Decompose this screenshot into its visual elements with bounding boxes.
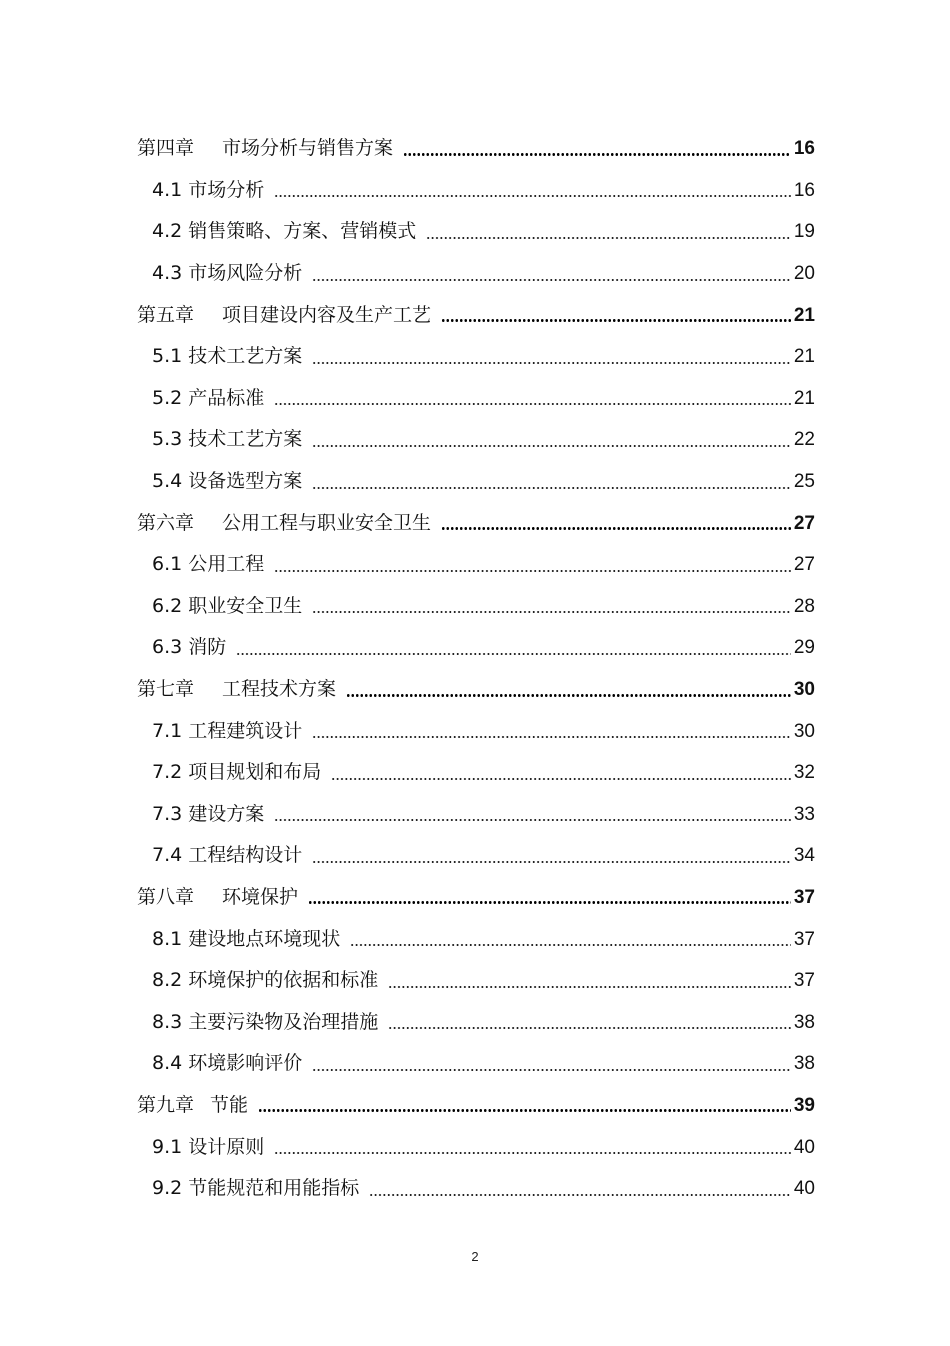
toc-page-number: 16 xyxy=(793,179,815,201)
toc-page-number: 40 xyxy=(793,1178,815,1200)
toc-entry-label: 销售策略、方案、营销模式 xyxy=(188,220,417,243)
toc-page-number: 39 xyxy=(793,1094,815,1116)
toc-entry-label: 环境影响评价 xyxy=(188,1052,303,1075)
toc-page-number: 34 xyxy=(793,845,815,867)
toc-section-row xyxy=(0,835,815,877)
toc-page-number: 21 xyxy=(793,304,815,326)
dot-leader xyxy=(236,653,791,655)
dot-leader xyxy=(369,1194,791,1196)
toc-section-row xyxy=(0,170,815,212)
toc-page-number: 37 xyxy=(793,970,815,992)
toc-page-number: 38 xyxy=(793,1011,815,1033)
toc-entry-number: 第九章 xyxy=(137,1093,195,1116)
toc-entry-label: 主要污染物及治理措施 xyxy=(188,1010,379,1033)
toc-entry-label: 环境保护 xyxy=(222,885,299,908)
toc-entry-label: 建设地点环境现状 xyxy=(188,927,341,950)
toc-entry-number: 7.1 xyxy=(152,719,183,742)
toc-section-row xyxy=(0,1001,815,1043)
toc-page-number: 37 xyxy=(793,928,815,950)
toc-entry-number: 6.1 xyxy=(152,553,183,576)
toc-entry-title xyxy=(137,139,403,158)
dot-leader xyxy=(312,362,791,364)
toc-entry-number: 8.3 xyxy=(152,1010,183,1033)
toc-page-number: 30 xyxy=(793,720,815,742)
toc-section-row xyxy=(0,419,815,461)
toc-entry-title xyxy=(137,680,346,699)
toc-entry-number: 4.3 xyxy=(152,262,183,285)
dot-leader xyxy=(312,1069,791,1071)
toc-entry-title xyxy=(152,472,312,491)
toc-page-number: 29 xyxy=(793,637,815,659)
dot-leader xyxy=(426,237,791,239)
toc-entry-title xyxy=(152,555,274,574)
toc-entry-number: 7.3 xyxy=(152,802,183,825)
toc-page-number: 27 xyxy=(793,554,815,576)
toc-chapter-row xyxy=(0,877,815,919)
toc-page-number: 19 xyxy=(793,221,815,243)
toc-page-number: 33 xyxy=(793,803,815,825)
toc-page-number: 38 xyxy=(793,1053,815,1075)
dot-leader xyxy=(388,1027,791,1029)
toc-entry-label: 环境保护的依据和标准 xyxy=(188,969,379,992)
toc-section-row xyxy=(0,918,815,960)
dot-leader xyxy=(274,195,791,197)
toc-entry-label: 工程结构设计 xyxy=(188,844,303,867)
toc-chapter-row xyxy=(0,1085,815,1127)
toc-entry-title xyxy=(152,846,312,865)
toc-entry-title xyxy=(152,386,274,409)
toc-entry-label: 项目规划和布局 xyxy=(188,761,322,784)
dot-leader xyxy=(312,736,791,738)
toc-entry-label: 技术工艺方案 xyxy=(188,428,303,451)
dot-leader xyxy=(312,487,791,489)
dot-leader xyxy=(312,445,791,447)
dot-leader xyxy=(312,611,791,613)
toc-page-number: 20 xyxy=(793,263,815,285)
dot-leader xyxy=(274,403,791,405)
toc-entry-number: 4.1 xyxy=(152,178,183,201)
dot-leader xyxy=(403,153,791,156)
dot-leader xyxy=(258,1109,791,1112)
toc-entry-label: 市场风险分析 xyxy=(188,262,303,285)
toc-entry-number: 9.1 xyxy=(152,1135,183,1158)
toc-section-row xyxy=(0,1168,815,1210)
table-of-contents xyxy=(0,128,950,1209)
toc-entry-number: 6.3 xyxy=(152,636,183,659)
toc-page-number: 27 xyxy=(793,512,815,534)
toc-page-number: 21 xyxy=(793,346,815,368)
dot-leader xyxy=(441,319,791,322)
toc-page-number: 32 xyxy=(793,762,815,784)
toc-entry-label: 节能 xyxy=(210,1093,249,1116)
toc-entry-number: 5.2 xyxy=(152,386,183,409)
toc-entry-label: 建设方案 xyxy=(188,802,265,825)
dot-leader xyxy=(312,279,791,281)
toc-entry-title xyxy=(152,927,350,950)
toc-section-row xyxy=(0,461,815,503)
toc-section-row xyxy=(0,794,815,836)
toc-page-number: 37 xyxy=(793,886,815,908)
toc-section-row xyxy=(0,586,815,628)
toc-entry-title xyxy=(152,719,312,742)
toc-entry-label: 工程建筑设计 xyxy=(188,719,303,742)
toc-entry-number: 第五章 xyxy=(137,303,195,326)
toc-entry-label: 工程技术方案 xyxy=(222,678,337,701)
toc-entry-label: 节能规范和用能指标 xyxy=(188,1177,360,1200)
toc-entry-title xyxy=(152,347,312,366)
toc-entry-label: 产品标准 xyxy=(188,386,265,409)
toc-section-row xyxy=(0,253,815,295)
toc-entry-label: 消防 xyxy=(188,636,227,659)
dot-leader xyxy=(274,819,791,821)
toc-entry-title xyxy=(152,1135,274,1158)
dot-leader xyxy=(388,986,791,988)
toc-section-row xyxy=(0,710,815,752)
toc-entry-label: 职业安全卫生 xyxy=(188,594,303,617)
toc-page-number: 30 xyxy=(793,679,815,701)
toc-entry-label: 设计原则 xyxy=(188,1135,265,1158)
toc-section-row xyxy=(0,211,815,253)
toc-entry-number: 4.2 xyxy=(152,220,183,243)
toc-entry-title xyxy=(152,222,426,241)
toc-page-number: 21 xyxy=(793,387,815,409)
toc-entry-label: 设备选型方案 xyxy=(188,470,303,493)
dot-leader xyxy=(331,778,791,780)
toc-page-number: 22 xyxy=(793,429,815,451)
toc-entry-title xyxy=(152,763,331,782)
toc-entry-number: 5.4 xyxy=(152,470,183,493)
toc-entry-number: 8.4 xyxy=(152,1052,183,1075)
toc-section-row xyxy=(0,1043,815,1085)
toc-entry-title xyxy=(137,303,441,326)
toc-chapter-row xyxy=(0,294,815,336)
toc-entry-title xyxy=(152,178,274,201)
toc-entry-number: 7.4 xyxy=(152,844,183,867)
toc-entry-label: 公用工程与职业安全卫生 xyxy=(222,511,432,534)
toc-page-number: 25 xyxy=(793,471,815,493)
toc-entry-title xyxy=(152,638,236,657)
toc-entry-number: 5.3 xyxy=(152,428,183,451)
toc-entry-title xyxy=(137,511,441,534)
toc-entry-title xyxy=(137,1093,258,1116)
toc-section-row xyxy=(0,378,815,420)
toc-entry-number: 第八章 xyxy=(137,885,195,908)
toc-entry-number: 5.1 xyxy=(152,345,183,368)
toc-entry-title xyxy=(152,1054,312,1073)
dot-leader xyxy=(274,1152,791,1154)
toc-section-row xyxy=(0,1126,815,1168)
toc-page-number: 16 xyxy=(793,138,815,160)
toc-entry-title xyxy=(152,971,388,990)
toc-entry-number: 9.2 xyxy=(152,1177,183,1200)
toc-entry-number: 第六章 xyxy=(137,511,195,534)
dot-leader xyxy=(441,527,791,530)
dot-leader xyxy=(350,944,791,946)
toc-chapter-row xyxy=(0,128,815,170)
toc-entry-label: 市场分析与销售方案 xyxy=(222,137,394,160)
dot-leader xyxy=(312,861,791,863)
toc-entry-title xyxy=(152,430,312,449)
dot-leader xyxy=(274,570,791,572)
toc-entry-label: 技术工艺方案 xyxy=(188,345,303,368)
toc-entry-number: 6.2 xyxy=(152,594,183,617)
dot-leader xyxy=(308,901,791,904)
toc-section-row xyxy=(0,960,815,1002)
toc-entry-title xyxy=(152,1010,388,1033)
toc-section-row xyxy=(0,627,815,669)
toc-entry-number: 第七章 xyxy=(137,678,195,701)
toc-entry-title xyxy=(152,594,312,617)
toc-entry-label: 公用工程 xyxy=(188,553,265,576)
toc-entry-number: 8.1 xyxy=(152,927,183,950)
toc-chapter-row xyxy=(0,502,815,544)
toc-section-row xyxy=(0,544,815,586)
page-number: 2 xyxy=(471,1249,479,1264)
toc-entry-number: 8.2 xyxy=(152,969,183,992)
toc-entry-title xyxy=(152,802,274,825)
toc-entry-title xyxy=(152,264,312,283)
toc-entry-label: 项目建设内容及生产工艺 xyxy=(222,303,432,326)
toc-page-number: 28 xyxy=(793,595,815,617)
toc-entry-title xyxy=(152,1179,369,1198)
toc-entry-label: 市场分析 xyxy=(188,178,265,201)
toc-page-number: 40 xyxy=(793,1136,815,1158)
toc-entry-number: 7.2 xyxy=(152,761,183,784)
toc-chapter-row xyxy=(0,669,815,711)
dot-leader xyxy=(346,694,791,697)
toc-section-row xyxy=(0,336,815,378)
toc-entry-number: 第四章 xyxy=(137,137,195,160)
toc-section-row xyxy=(0,752,815,794)
toc-entry-title xyxy=(137,885,308,908)
